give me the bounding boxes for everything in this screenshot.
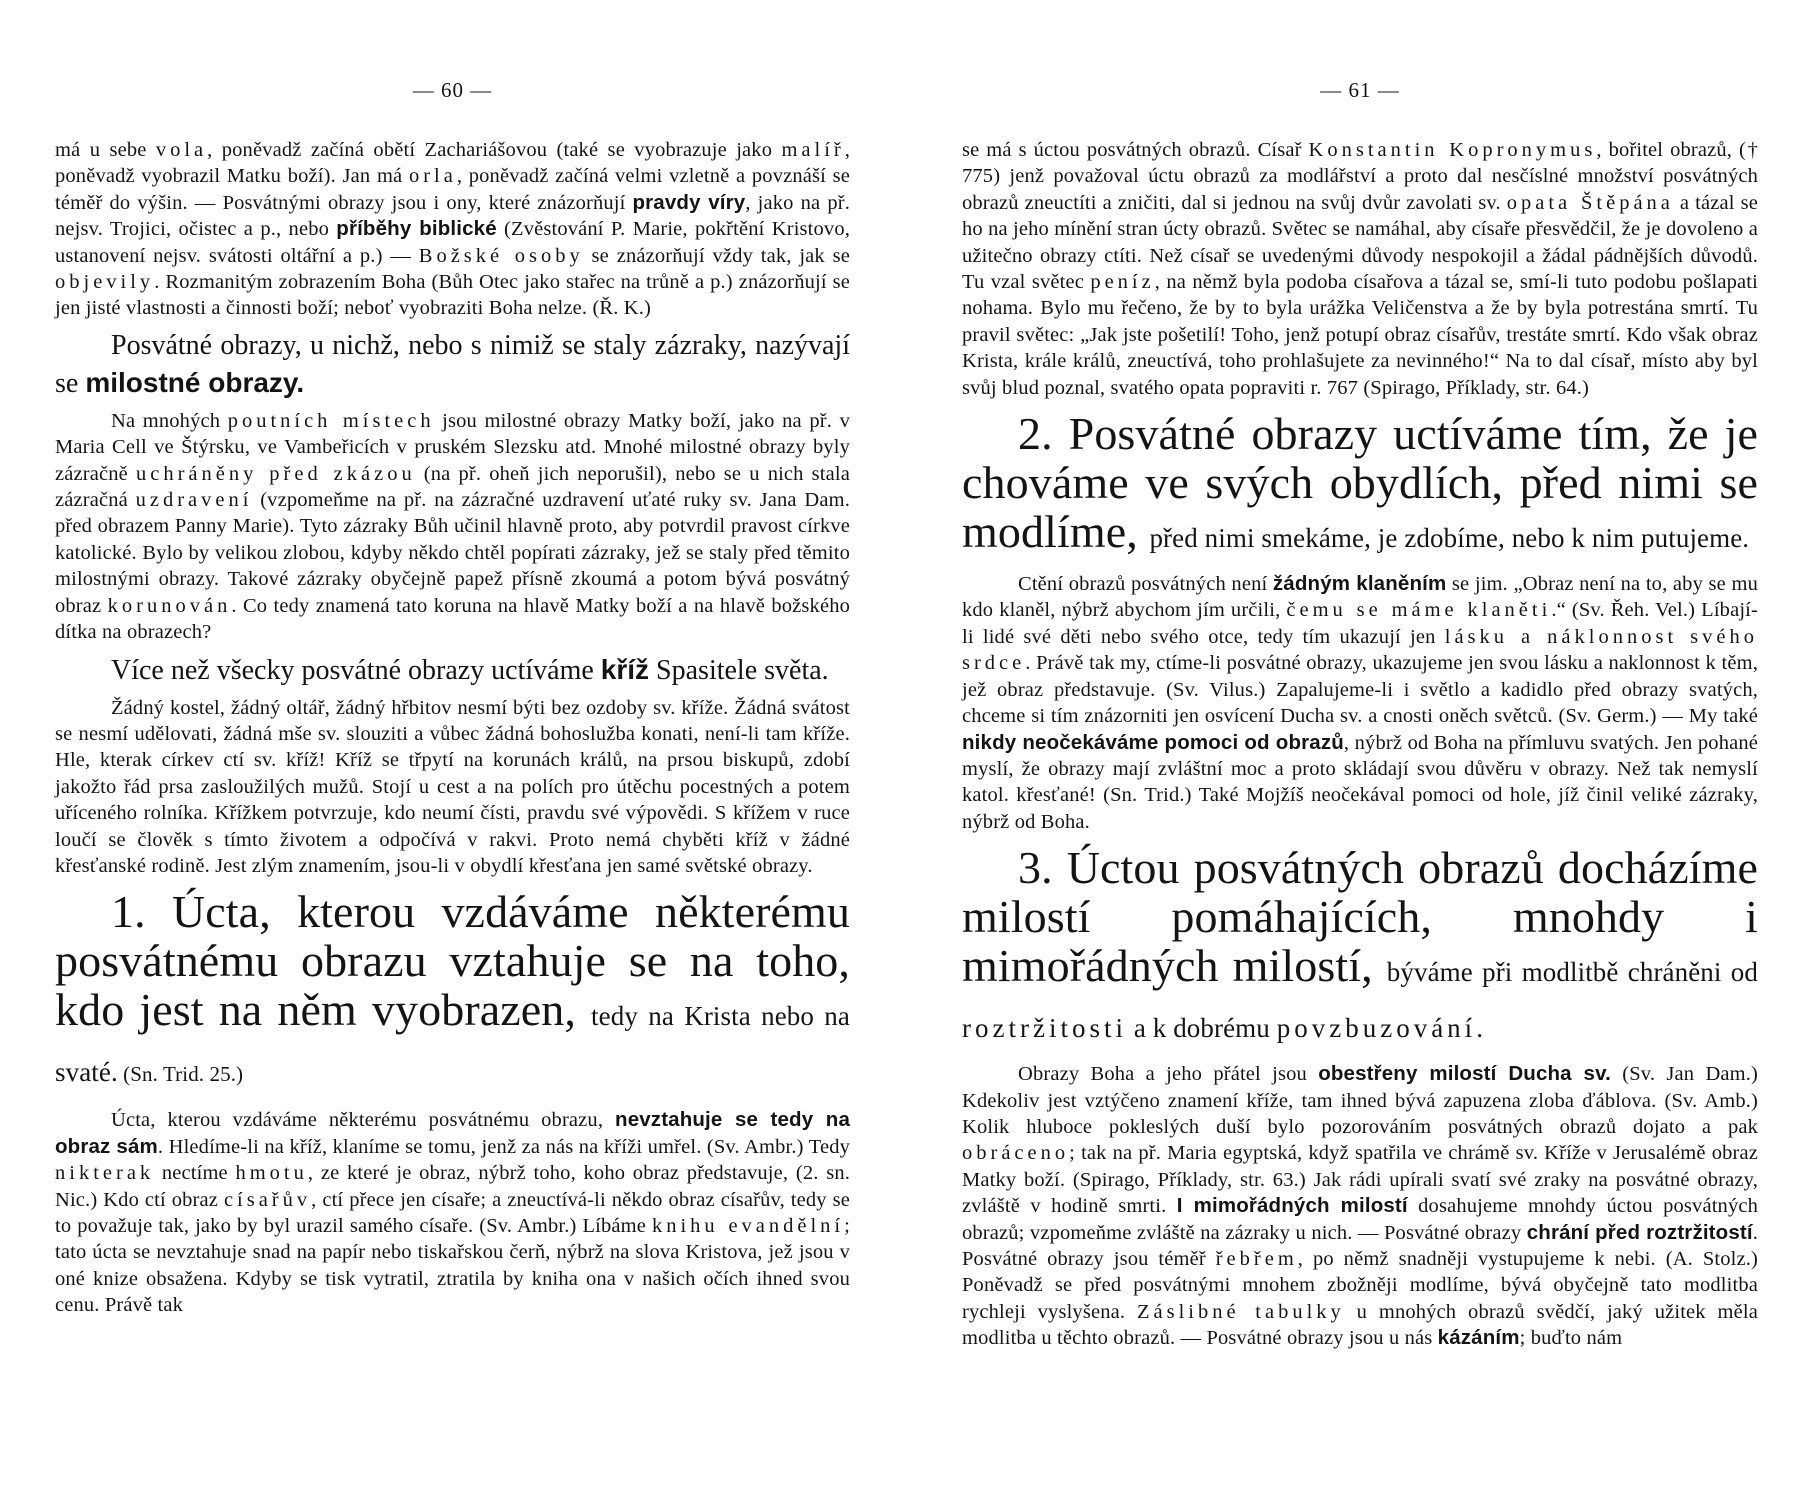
- heading-tail-spaced: povzbuzování: [1276, 1013, 1477, 1044]
- text-run: . Rozmanitým zobrazením Boha (Bůh Otec jako stařec na trůně a p.) znázorňují se jen jisté vlastnosti a činnosti boží; neboť vyobraziti Boha nelze. (Ř. K.): [55, 271, 850, 320]
- text-run: dosahujeme mnohdy úctou posvátných obrazů; vzpomeňme zvláště na zázraky u nich. — Posvátné obrazy: [962, 1195, 1759, 1244]
- heading-tail-text: a k dobrému: [1126, 1013, 1277, 1044]
- heading-tail-text: býváme při modlitbě chráněni od: [1386, 957, 1758, 988]
- spaced-emphasis: císařův: [223, 1188, 312, 1211]
- text-run: , na němž byla podoba císařova a tázal se, smí-li tuto podobu pošlapati nohama. Bylo mu řečeno, že by to byla urážka Veličenstva a že by byla potrestána smrtí. Tu pravil světec: „Jak jste pošetilí! Toho, jenž potupí obraz císařův, trestáte smrtí. Kdo však obraz Krista, krále králů, zneuctívá, toho prohlašujete za nevinného!“ Na to dal císař, místo aby byl svůj blud poznal, svatého opata popraviti r. 767 (Spirago, Příklady, str. 64.): [962, 271, 1758, 399]
- text-run: se znázorňují vždy tak, jak se: [583, 244, 850, 267]
- spaced-emphasis: opata Štěpána: [1506, 191, 1674, 214]
- spaced-emphasis: Konstantin Kopronymus: [1308, 139, 1597, 161]
- text-run: se jim. „Obraz není na to, aby se mu kdo klaněl, nýbrž abychom jím určili,: [962, 573, 1759, 622]
- text-run: Posvátné obrazy, u nichž, nebo s nimiž se staly zázraky, nazývají se: [55, 329, 850, 399]
- text-run: ; tak na př. Maria egyptská, když spatřila ve chrámě sv. Kříže v Jerusalémě obraz Matky boží. (Spirago, Příklady, str. 63.) Jak rádi upírali svatí své zraky na posvátné obrazy, zvláště v hodině smrti.: [962, 1142, 1758, 1218]
- bold-emphasis: chrání před roztržitostí: [1526, 1220, 1753, 1244]
- text-run: u mnohých obrazů svědčí, jaký užitek měla modlitba u těchto obrazů. — Posvátné obrazy jsou u nás: [962, 1300, 1758, 1350]
- spaced-emphasis: Záslibné tabulky: [1136, 1300, 1345, 1323]
- bold-emphasis: milostné obrazy.: [85, 366, 305, 398]
- paragraph: [962, 571, 1758, 835]
- right-page: [962, 0, 1758, 1500]
- text-run: .“ (Sv. Řeh. Vel.) Líbají-li lidé své děti nebo svého otce, tedy tím ukazují jen: [962, 599, 1758, 648]
- heading-tail-text: .: [1476, 1013, 1484, 1044]
- text-run: . Právě tak my, ctíme-li posvátné obrazy, ukazujeme jen svou lásku a naklonnost k těm, jež obraz představuje. (Sv. Vilus.) Zapalujeme-li i světlo a kadidlo před obrazy svatých, chceme si tím znázorniti jen osvícení Ducha sv. a cnosti oněch světců. (Sv. Germ.) — My také: [962, 652, 1758, 728]
- section-heading-1: [55, 887, 850, 1099]
- bold-emphasis: žádným klaněním: [1272, 572, 1447, 596]
- text-run: , bořitel obrazů, († 775) jenž považoval úctu obrazů za modlářství a proto dal nesčíslné množství posvátných obrazů zneuctíti a zničiti, dal si jednou na svůj dvůr zavolati sv.: [962, 139, 1758, 214]
- spaced-emphasis: uchráněny před zkázou: [135, 462, 416, 485]
- paragraph: [55, 695, 850, 880]
- bold-emphasis: nikdy neočekáváme pomoci od obrazů: [962, 730, 1344, 754]
- text-run: , poněvadž vyobrazil Matku boží). Jan má: [55, 139, 850, 188]
- heading-tail: před nimi smekáme, je zdobíme, nebo k nim putujeme.: [1149, 523, 1750, 554]
- spaced-emphasis: malíř: [781, 139, 845, 161]
- text-run: , jako na př. nejsv. Trojici, očistec a p., nebo: [55, 191, 851, 241]
- section-lead: [55, 651, 850, 689]
- bold-emphasis: obestřeny milostí Ducha sv.: [1318, 1062, 1611, 1086]
- heading-main: 3. Úctou posvátných obrazů docházíme milostí pomáhajících, mnohdy i mimořádných milostí,: [962, 842, 1758, 992]
- spaced-emphasis: poutních místech: [227, 409, 435, 432]
- text-run: , poněvadž začíná obětí Zachariášovou (také se vyobrazuje jako: [207, 139, 782, 161]
- spaced-emphasis: obráceno: [962, 1142, 1070, 1165]
- left-page: [55, 0, 850, 1500]
- text-run: ; buďto nám: [1519, 1327, 1623, 1350]
- text-run: Na mnohých: [111, 409, 228, 432]
- paragraph: [55, 408, 850, 646]
- text-run: Ctění obrazů posvátných není: [1018, 573, 1273, 596]
- heading-main: 2. Posvátné obrazy uctíváme tím, že je chováme ve svých obydlích, před nimi se modlíme,: [962, 408, 1758, 558]
- section-heading-3: [962, 843, 1758, 1053]
- text-run: a tázal se ho na jeho mínění stran úcty obrazů. Světec se namáhal, aby císaře přesvědčil, že je dovoleno a užitečno obrazy ctíti. Než císař se uvedenými důvody nespokojil a žádal pádnějších důvodů. Tu vzal světec: [962, 191, 1758, 294]
- text-run: Úcta, kterou vzdáváme některému posvátnému obrazu,: [111, 1109, 616, 1132]
- text-run: ; tato úcta se nevztahuje snad na papír nebo tiskařskou čerň, nýbrž na slova Kristova, jež jsou v oné knize obsažena. Kdyby se tisk vytratil, ztratila by kniha ona v našich očích ihned svou cenu. Právě tak: [55, 1214, 850, 1317]
- text-run: nectíme: [154, 1162, 236, 1185]
- section-lead: [55, 327, 850, 402]
- text-run: jsou milostné obrazy Matky boží, jako na př. v Maria Cell ve Štýrsku, ve Vambeřicích v pruském Slezsku atd. Mnohé milostné obrazy byly zázračně: [55, 409, 850, 485]
- paragraph: [55, 1107, 850, 1318]
- heading-tail-spaced: roztržitosti: [962, 1013, 1127, 1044]
- spaced-emphasis: řebřem: [1215, 1247, 1298, 1270]
- right-page-content: [962, 137, 1758, 1352]
- left-page-content: [55, 137, 850, 1319]
- text-run: . Posvátné obrazy jsou téměř: [962, 1221, 1758, 1270]
- text-run: . Co tedy znamená tato koruna na hlavě Matky boží a na hlavě božského dítka na obrazech?: [55, 594, 850, 644]
- paragraph: [962, 137, 1758, 401]
- bold-emphasis: nevztahuje se tedy na obraz sám: [55, 1108, 850, 1158]
- text-run: . Hledíme-li na kříž, klaníme se tomu, jenž za nás na kříži umřel. (Sv. Ambr.) Tedy: [157, 1135, 850, 1158]
- text-run: Obrazy Boha a jeho přátel jsou: [1018, 1063, 1319, 1086]
- paragraph: [962, 1061, 1758, 1351]
- text-run: (Zvěstování P. Marie, pokřtění Kristovo, ustanovení nejsv. svátosti oltářní a p.) —: [55, 218, 850, 267]
- spaced-emphasis: uzdravení: [135, 489, 253, 512]
- spaced-emphasis: peníz: [1090, 271, 1155, 294]
- bold-emphasis: kázáním: [1437, 1326, 1520, 1350]
- text-run: se má s úctou posvátných obrazů. Císař: [962, 139, 1309, 161]
- spaced-emphasis: Božské osoby: [418, 244, 584, 267]
- text-run: , nýbrž od Boha na přímluvu svatých. Jen pohané myslí, že obrazy mají zvláštní moc a proto skládají svou důvěru v obrazy. Než tak nemyslí katol. křesťané! (Sn. Trid.) Také Mojžíš neočekával pomoci od hole, jíž činil veliké zázraky, nýbrž od Boha.: [962, 731, 1758, 833]
- bold-emphasis: příběhy biblické: [336, 217, 497, 241]
- heading-reference: (Sn. Trid. 25.): [117, 1062, 244, 1087]
- page-number: — 60 —: [412, 78, 493, 102]
- text-run: , ctí přece jen císaře; a zneuctívá-li někdo obraz císařův, tedy se to považuje tak, jako by byl urazil samého císaře. (Sv. Ambr.) Líbáme: [55, 1188, 850, 1237]
- text-run: má u sebe: [55, 139, 156, 161]
- section-heading-2: [962, 409, 1758, 563]
- text-run: , ze které je obraz, nýbrž toho, koho obraz představuje, (2. sn. Nic.) Kdo ctí obraz: [55, 1162, 850, 1211]
- spaced-emphasis: lásku a náklonnost svého srdce: [962, 625, 1759, 675]
- spaced-emphasis: knihu evandělní: [651, 1214, 845, 1237]
- text-run: Žádný kostel, žádný oltář, žádný hřbitov nesmí býti bez ozdoby sv. kříže. Žádná svátost se nesmí udělovati, žádná mše sv. slouziti a vůbec žádná bohoslužba konati, není-li tam kříže. Hle, kterak církev ctí sv. kříž! Kříž se třpytí na korunách králů, na prsou biskupů, zdobí jakožto řád prsa zasloužilých mužů. Stojí u cest a na polích pro útěchu pocestných a potem uříceného rolníka. Křížkem potvrzuje, kdo neumí čísti, pravdu své výpovědi. S křížem v ruce loučí se člověk s tímto životem a odpočívá v rakvi. Proto nemá chyběti kříž v žádné křesťanské rodině. Jest zlým znamením, jsou-li v obydlí křesťana jen samé světské obrazy.: [55, 696, 850, 877]
- heading-main: 1. Úcta, kterou vzdáváme některému posvátnému obrazu vztahuje se na toho, kdo jest na něm vyobrazen,: [55, 886, 850, 1036]
- spaced-emphasis: hmotu: [235, 1162, 308, 1185]
- bold-emphasis: I mimořádných milostí: [1176, 1194, 1408, 1218]
- text-run: , po němž snadněji vystupujeme k nebi. (A. Stolz.) Poněvadž se před posvátnými mnohem zbožněji modlíme, bývá obyčejně tato modlitba rychleji vyslyšena.: [962, 1247, 1758, 1323]
- spaced-emphasis: orla: [408, 165, 457, 188]
- spaced-emphasis: korunován: [107, 594, 232, 617]
- spaced-emphasis: objevily: [55, 271, 155, 294]
- text-run: (vzpomeňme na př. na zázračné uzdravení uťaté ruky sv. Jana Dam. před obrazem Panny Marie). Tyto zázraky Bůh učinil hlavně proto, aby potvrdil pravost církve katolické. Bylo by velikou zlobou, kdyby někdo chtěl popírati zázraky, jež se staly před těmito milostnými obrazy. Takové zázraky obyčejně papež přísně zkoumá a potom bývá posvátný obraz: [55, 489, 850, 617]
- text-run: (Sv. Jan Dam.) Kdekoliv jest vztýčeno znamení kříže, tam ihned bývá zapuzena zloba ďáblova. (Sv. Amb.) Kolik hluboce pokleslých duší bylo pozorováním posvátných obrazů dojato a pak: [962, 1063, 1759, 1138]
- bold-emphasis: pravdy víry: [632, 190, 746, 214]
- spaced-emphasis: nikterak: [55, 1162, 155, 1185]
- text-run: Spasitele světa.: [649, 654, 829, 686]
- text-run: , poněvadž začíná velmi vzletně a povznáší se téměř do výšin. — Posvátnými obrazy jsou i ony, které znázorňují: [55, 165, 851, 214]
- bold-emphasis: kříž: [600, 653, 650, 685]
- text-run: Více než všecky posvátné obrazy uctíváme: [111, 654, 601, 686]
- text-run: (na př. oheň jich neporušil), nebo se u nich stala zázračná: [55, 462, 850, 512]
- spaced-emphasis: čemu se máme klaněti: [1286, 599, 1552, 622]
- spaced-emphasis: vola: [155, 139, 208, 161]
- heading-tail: tedy na Krista nebo na svaté.: [55, 1001, 850, 1088]
- paragraph: [55, 137, 850, 322]
- page-number: — 61 —: [1320, 78, 1400, 102]
